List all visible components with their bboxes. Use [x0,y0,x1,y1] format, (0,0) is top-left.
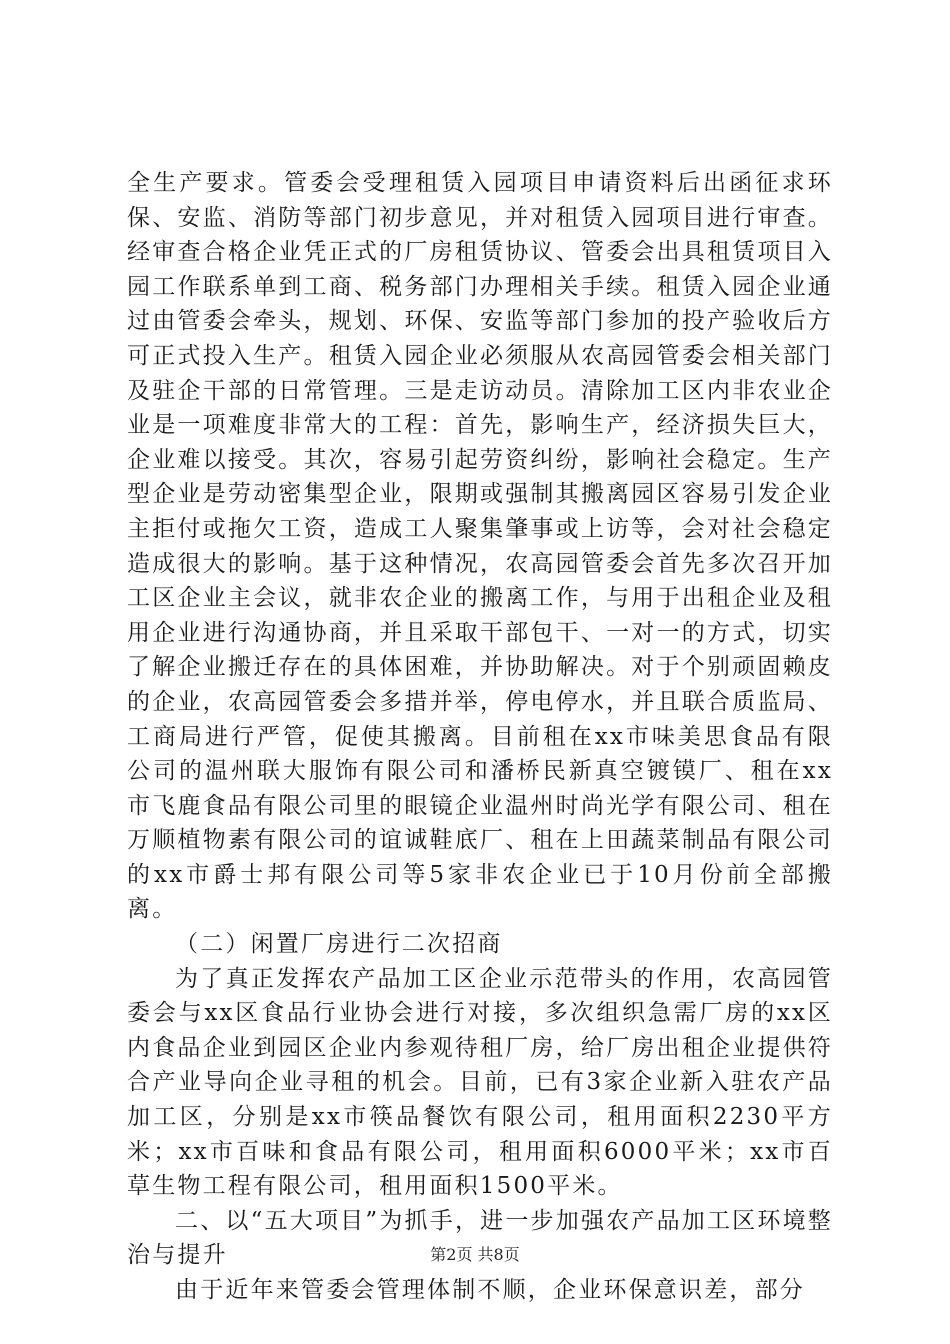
section-heading-idle-factory: （二）闲置厂房进行二次招商 [175,931,503,958]
section-heading-five-projects: 二、以“五大项目”为抓手，进一步加强农产品加工区环境整治与提升 [127,1207,833,1269]
paragraph-environment-intro: 由于近年来管委会管理体制不顺，企业环保意识差，部分 [175,1277,805,1303]
document-body [127,166,833,1308]
paragraph-secondary-investment: 为了真正发挥农产品加工区企业示范带头的作用，农高园管委会与xx区食品行业协会进行对接，多次组织急需厂房的xx区内食品企业到园区企业内参观待租厂房，给厂房出租企业提供符合产业导向企业寻租的机会。目前，已有3家企业新入驻农产品加工区，分别是xx市筷品餐饮有限公司，租用面积2230平方米；xx市百味和食品有限公司，租用面积6000平米；xx市百草生物工程有限公司，租用面积1500平米。 [127,965,833,1200]
paragraph-lease-management: 全生产要求。管委会受理租赁入园项目申请资料后出函征求环保、安监、消防等部门初步意见，并对租赁入园项目进行审查。经审查合格企业凭正式的厂房租赁协议、管委会出具租赁项目入园工作联系单到工商、税务部门办理相关手续。租赁入园企业通过由管委会牵头，规划、环保、安监等部门参加的投产验收后方可正式投入生产。租赁入园企业必须服从农高园管委会相关部门及驻企干部的日常管理。三是走访动员。清除加工区内非农业企业是一项难度非常大的工程：首先，影响生产，经济损失巨大，企业难以接受。其次，容易引起劳资纠纷，影响社会稳定。生产型企业是劳动密集型企业，限期或强制其搬离园区容易引发企业主拒付或拖欠工资，造成工人聚集肇事或上访等，会对社会稳定造成很大的影响。基于这种情况，农高园管委会首先多次召开加工区企业主会议，就非农企业的搬离工作，与用于出租企业及租用企业进行沟通协商，并且采取干部包干、一对一的方式，切实了解企业搬迁存在的具体困难，并协助解决。对于个别顽固赖皮的企业，农高园管委会多措并举，停电停水，并且联合质监局、工商局进行严管，促使其搬离。目前租在xx市味美思食品有限公司的温州联大服饰有限公司和潘桥民新真空镀镆厂、租在xx市飞鹿食品有限公司里的眼镜企业温州时尚光学有限公司、租在万顺植物素有限公司的谊诚鞋底厂、租在上田蔬菜制品有限公司的xx市爵士邦有限公司等5家非农企业已于10月份前全部搬离。 [127,170,833,923]
page-number-footer: 第2页 共8页 [430,1245,520,1264]
